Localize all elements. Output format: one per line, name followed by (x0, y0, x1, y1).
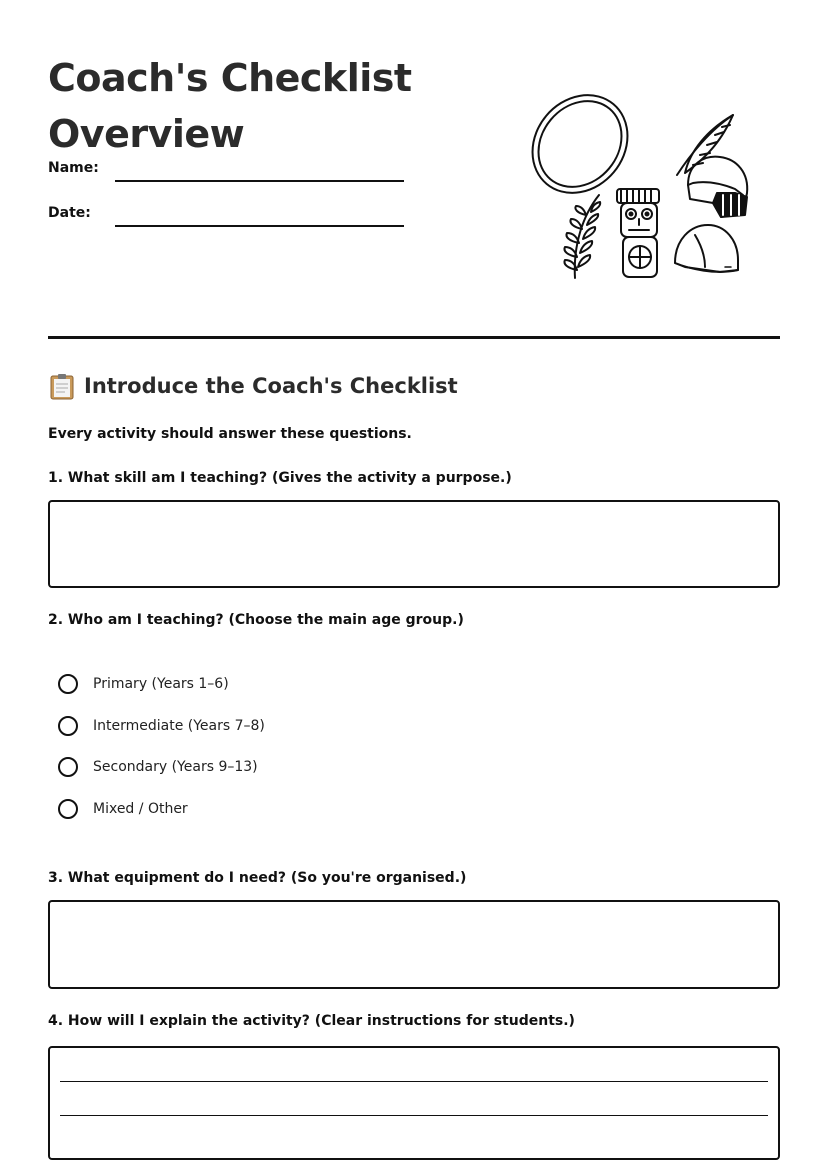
question-1-answer-box[interactable] (48, 500, 780, 588)
clipboard-icon (48, 372, 76, 400)
date-label: Date: (48, 205, 91, 221)
tiki-figure-icon (617, 189, 659, 277)
answer-rule-line (60, 1115, 768, 1116)
question-3-label: 3. What equipment do I need? (So you're organised.) (48, 870, 467, 886)
section-title: Introduce the Coach's Checklist (84, 374, 458, 398)
age-option-primary[interactable] (58, 674, 229, 694)
question-4-label: 4. How will I explain the activity? (Clear instructions for students.) (48, 1013, 575, 1029)
section-intro: Every activity should answer these questions. (48, 426, 412, 442)
question-3-answer-box[interactable] (48, 900, 780, 989)
radio-button[interactable] (58, 716, 78, 736)
hard-hat-icon (675, 225, 738, 272)
age-option-label: Primary (Years 1–6) (93, 676, 229, 692)
age-option-secondary[interactable] (58, 757, 258, 777)
answer-rule-line (60, 1081, 768, 1082)
page-title-line-1: Coach's Checklist (48, 56, 412, 100)
header-illustration (525, 85, 780, 285)
date-field[interactable] (115, 225, 404, 227)
question-4-answer-box[interactable] (48, 1046, 780, 1160)
name-label: Name: (48, 160, 99, 176)
radio-button[interactable] (58, 674, 78, 694)
section-divider (48, 336, 780, 339)
rugby-ball-icon (525, 85, 647, 212)
cricket-helmet-icon (688, 157, 747, 217)
age-option-label: Mixed / Other (93, 801, 188, 817)
page-title-line-2: Overview (48, 112, 245, 156)
question-2-label: 2. Who am I teaching? (Choose the main age group.) (48, 612, 464, 628)
fern-leaf-icon (677, 115, 733, 175)
age-option-mixed[interactable] (58, 799, 188, 819)
page-title (48, 50, 412, 162)
radio-button[interactable] (58, 799, 78, 819)
question-1-label: 1. What skill am I teaching? (Gives the activity a purpose.) (48, 470, 512, 486)
age-option-intermediate[interactable] (58, 716, 265, 736)
age-option-label: Secondary (Years 9–13) (93, 759, 258, 775)
age-option-label: Intermediate (Years 7–8) (93, 718, 265, 734)
section-heading (48, 372, 458, 400)
radio-button[interactable] (58, 757, 78, 777)
fern-leaf-icon (565, 195, 601, 278)
name-field[interactable] (115, 180, 404, 182)
